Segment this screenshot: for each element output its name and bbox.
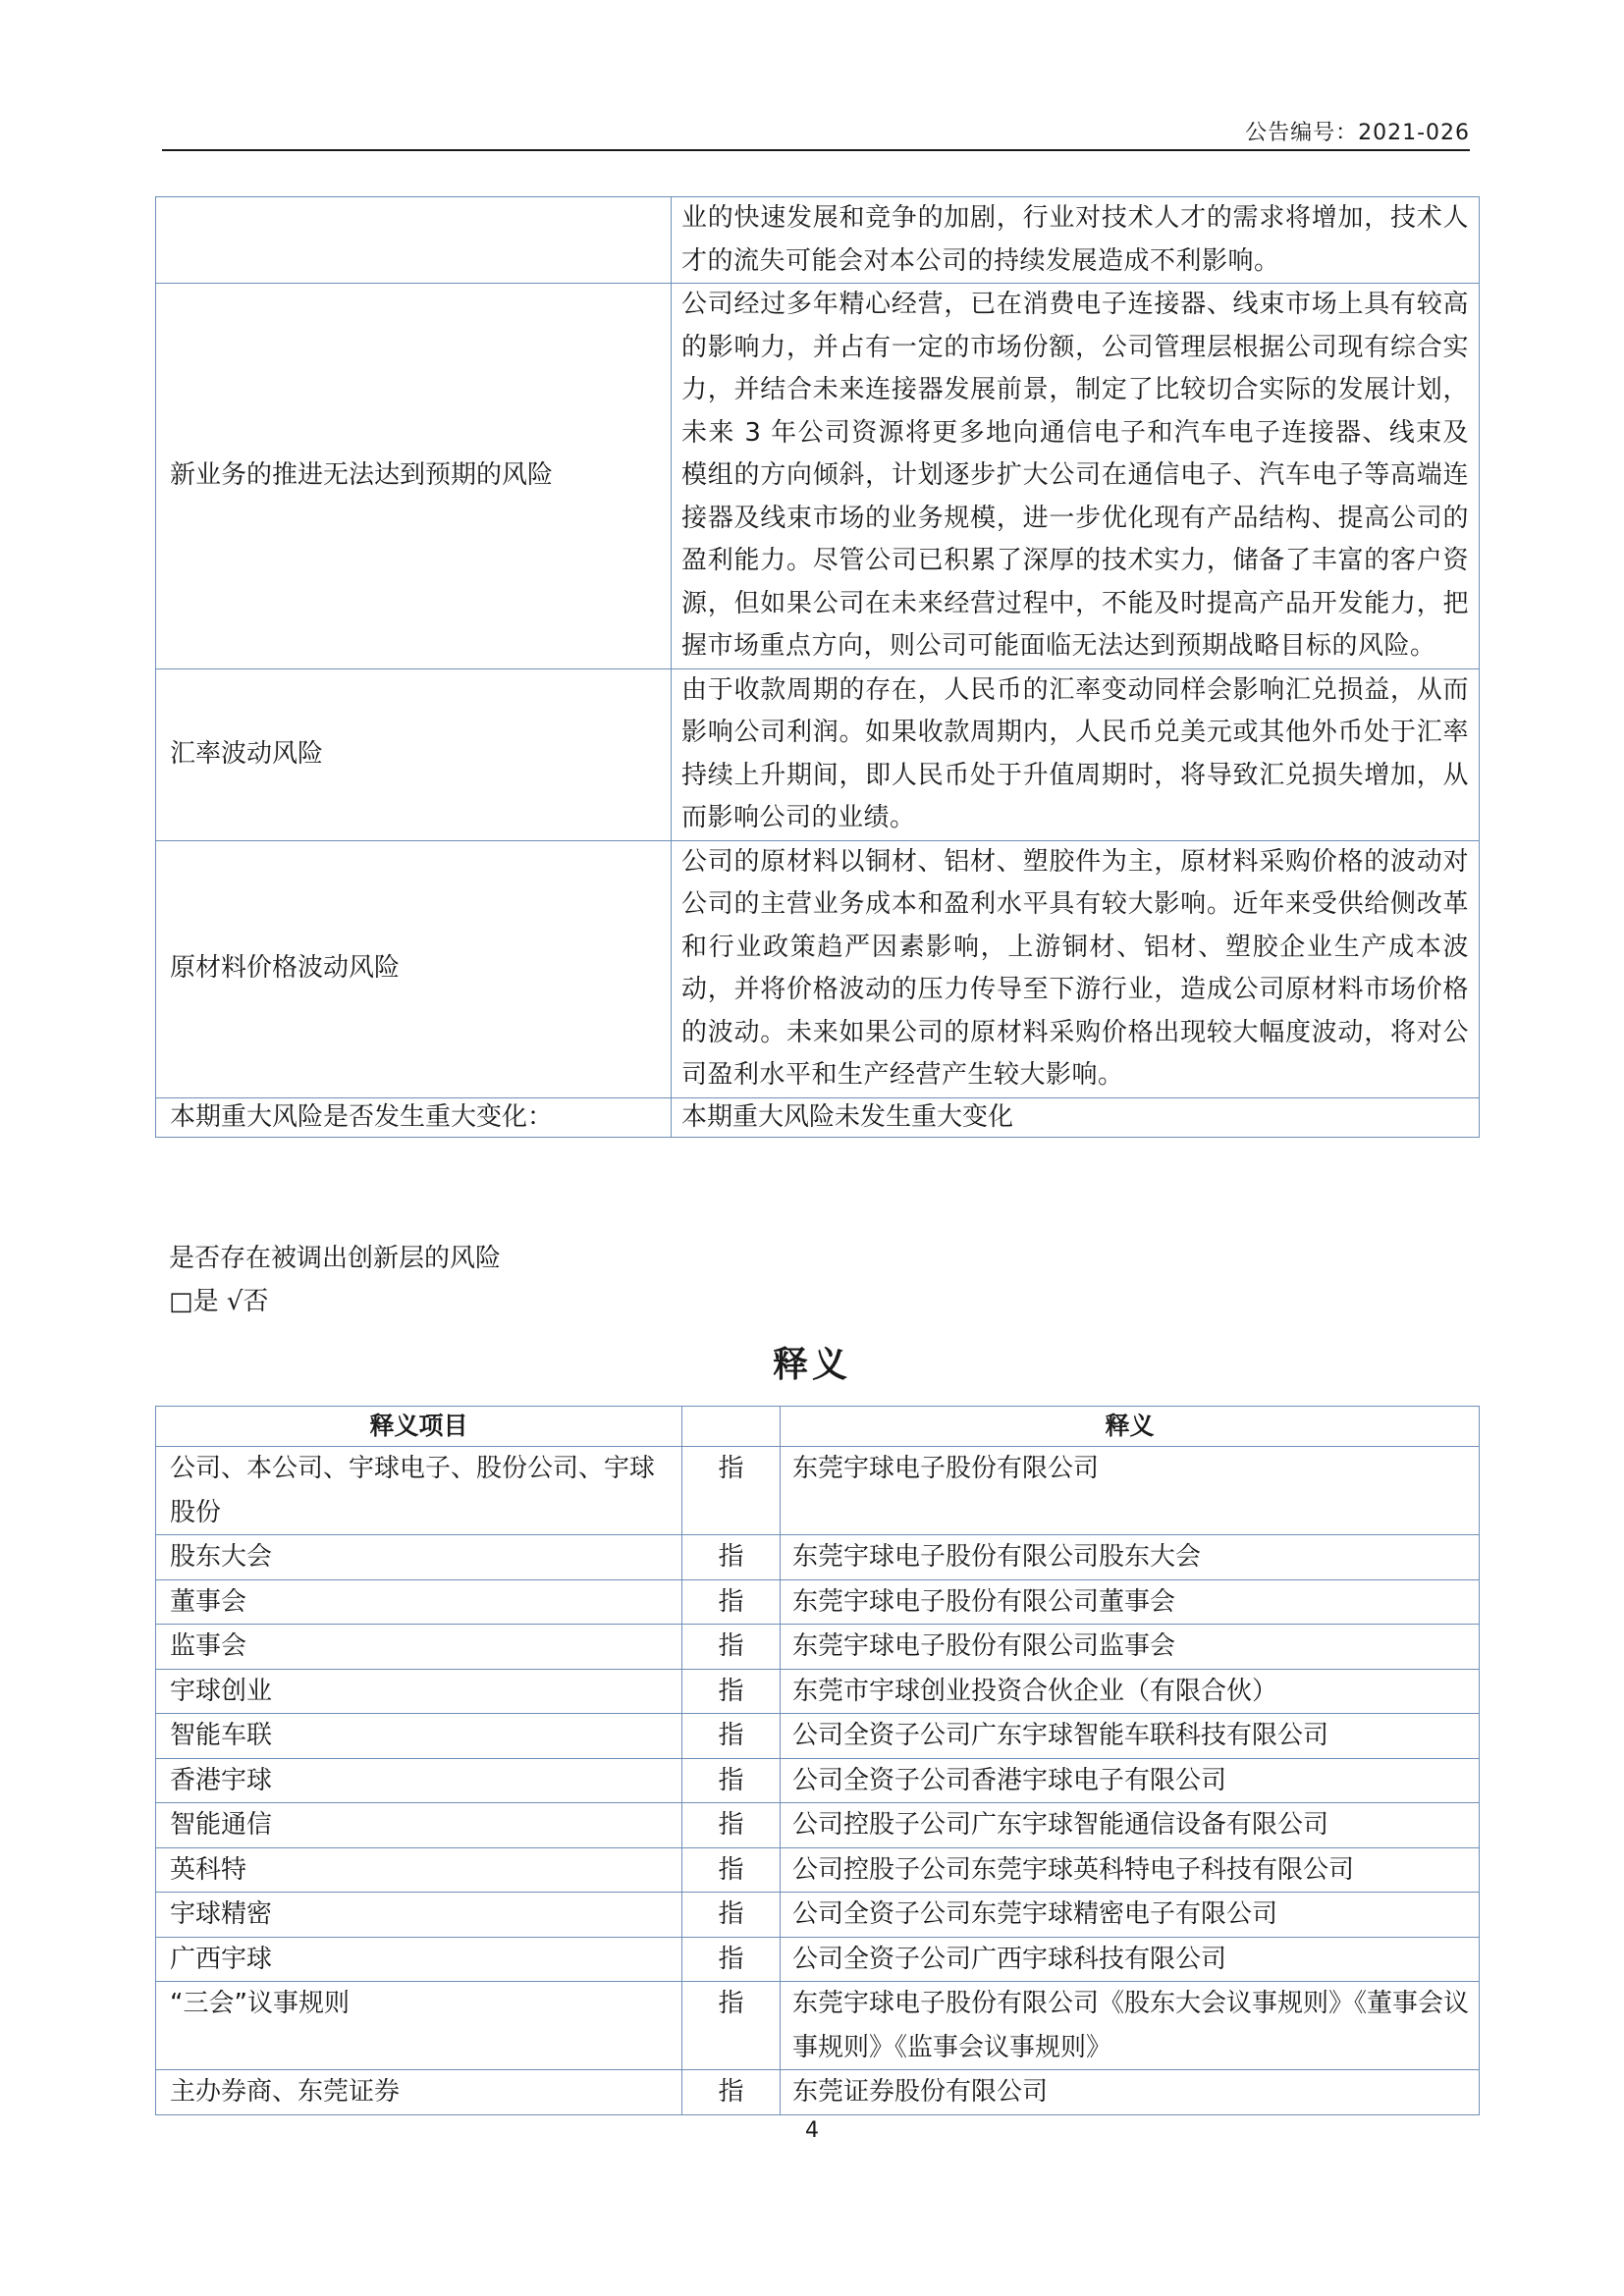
header-item: 释义项目: [156, 1407, 682, 1447]
definition-term: 宇球创业: [156, 1669, 682, 1714]
definition-meaning: 公司全资子公司广西宇球科技有限公司: [781, 1937, 1480, 1982]
definition-row: [156, 1758, 1480, 1803]
definition-meaning: 东莞宇球电子股份有限公司股东大会: [781, 1535, 1480, 1580]
definition-ref: 指: [682, 1669, 781, 1714]
definition-row: [156, 2070, 1480, 2115]
definition-meaning: 公司控股子公司广东宇球智能通信设备有限公司: [781, 1803, 1480, 1848]
definitions-body: [156, 1447, 1480, 2115]
risk-name: 新业务的推进无法达到预期的风险: [156, 284, 672, 669]
definition-ref: 指: [682, 1447, 781, 1535]
definition-term: 董事会: [156, 1579, 682, 1625]
risk-change-value: 本期重大风险未发生重大变化: [672, 1097, 1480, 1137]
definition-row: [156, 1714, 1480, 1759]
risk-desc: 公司经过多年精心经营，已在消费电子连接器、线束市场上具有较高的影响力，并占有一定的市场份额，公司管理层根据公司现有综合实力，并结合未来连接器发展前景，制定了比较切合实际的发展计划，未来 3 年公司资源将更多地向通信电子和汽车电子连接器、线束及模组的方向倾斜，计划逐步扩大公司在通信电子、汽车电子等高端连接器及线束市场的业务规模，进一步优化现有产品结构、提高公司的盈利能力。尽管公司已积累了深厚的技术实力，储备了丰富的客户资源，但如果公司在未来经营过程中，不能及时提高产品开发能力，把握市场重点方向，则公司可能面临无法达到预期战略目标的风险。: [672, 284, 1480, 669]
exit-risk-question: 是否存在被调出创新层的风险: [169, 1244, 502, 1273]
definition-ref: 指: [682, 2070, 781, 2115]
risk-change-label: 本期重大风险是否发生重大变化：: [156, 1097, 672, 1137]
definition-term: 智能车联: [156, 1714, 682, 1759]
definition-row: [156, 1982, 1480, 2070]
definition-ref: 指: [682, 1714, 781, 1759]
header-rule: [162, 149, 1470, 151]
definition-term: 广西宇球: [156, 1937, 682, 1982]
definition-meaning: 东莞宇球电子股份有限公司: [781, 1447, 1480, 1535]
definition-ref: 指: [682, 1937, 781, 1982]
definition-term: “三会”议事规则: [156, 1982, 682, 2070]
risk-table: [155, 196, 1480, 1138]
risk-desc: 公司的原材料以铜材、铝材、塑胶件为主，原材料采购价格的波动对公司的主营业务成本和盈利水平具有较大影响。近年来受供给侧改革和行业政策趋严因素影响，上游铜材、铝材、塑胶企业生产成本波动，并将价格波动的压力传导至下游行业，造成公司原材料市场价格的波动。未来如果公司的原材料采购价格出现较大幅度波动，将对公司盈利水平和生产经营产生较大影响。: [672, 840, 1480, 1097]
definition-term: 公司、本公司、宇球电子、股份公司、宇球股份: [156, 1447, 682, 1535]
risk-row: [156, 197, 1480, 284]
risk-name: 汇率波动风险: [156, 668, 672, 840]
definition-row: [156, 1893, 1480, 1938]
definitions-table: [155, 1406, 1480, 2115]
definition-ref: 指: [682, 1982, 781, 2070]
definition-meaning: 公司全资子公司广东宇球智能车联科技有限公司: [781, 1714, 1480, 1759]
definitions-title: 释义: [772, 1345, 851, 1385]
definition-row: [156, 1847, 1480, 1893]
page-number: 4: [805, 2118, 819, 2143]
definitions-header-row: [156, 1407, 1480, 1447]
definition-meaning: 公司全资子公司香港宇球电子有限公司: [781, 1758, 1480, 1803]
risk-desc: 由于收款周期的存在，人民币的汇率变动同样会影响汇兑损益，从而影响公司利润。如果收款周期内，人民币兑美元或其他外币处于汇率持续上升期间，即人民币处于升值周期时，将导致汇兑损失增加，从而影响公司的业绩。: [672, 668, 1480, 840]
definition-ref: 指: [682, 1579, 781, 1625]
definition-ref: 指: [682, 1847, 781, 1893]
risk-row: [156, 840, 1480, 1097]
definition-term: 智能通信: [156, 1803, 682, 1848]
definition-ref: 指: [682, 1625, 781, 1670]
doc-number: 公告编号：2021-026: [1245, 121, 1470, 145]
risk-name: [156, 197, 672, 284]
definition-meaning: 公司控股子公司东莞宇球英科特电子科技有限公司: [781, 1847, 1480, 1893]
definition-ref: 指: [682, 1803, 781, 1848]
definition-term: 宇球精密: [156, 1893, 682, 1938]
definition-term: 英科特: [156, 1847, 682, 1893]
definition-meaning: 东莞宇球电子股份有限公司监事会: [781, 1625, 1480, 1670]
definition-ref: 指: [682, 1758, 781, 1803]
definition-row: [156, 1669, 1480, 1714]
definition-row: [156, 1579, 1480, 1625]
risk-change-row: [156, 1097, 1480, 1137]
risk-row: [156, 668, 1480, 840]
definition-meaning: 东莞宇球电子股份有限公司《股东大会议事规则》《董事会议事规则》《监事会议事规则》: [781, 1982, 1480, 2070]
definition-meaning: 东莞市宇球创业投资合伙企业（有限合伙）: [781, 1669, 1480, 1714]
definition-term: 股东大会: [156, 1535, 682, 1580]
definition-row: [156, 1803, 1480, 1848]
definition-meaning: 公司全资子公司东莞宇球精密电子有限公司: [781, 1893, 1480, 1938]
header-blank: [682, 1407, 781, 1447]
definition-row: [156, 1447, 1480, 1535]
definition-ref: 指: [682, 1535, 781, 1580]
exit-risk-answer: □是 √否: [169, 1287, 269, 1316]
definition-row: [156, 1937, 1480, 1982]
definition-term: 监事会: [156, 1625, 682, 1670]
risk-name: 原材料价格波动风险: [156, 840, 672, 1097]
definition-meaning: 东莞宇球电子股份有限公司董事会: [781, 1579, 1480, 1625]
header-meaning: 释义: [781, 1407, 1480, 1447]
definition-ref: 指: [682, 1893, 781, 1938]
definition-meaning: 东莞证券股份有限公司: [781, 2070, 1480, 2115]
risk-row: [156, 284, 1480, 669]
definition-term: 香港宇球: [156, 1758, 682, 1803]
definition-row: [156, 1535, 1480, 1580]
definition-term: 主办券商、东莞证券: [156, 2070, 682, 2115]
risk-desc: 业的快速发展和竞争的加剧，行业对技术人才的需求将增加，技术人才的流失可能会对本公司的持续发展造成不利影响。: [672, 197, 1480, 284]
definition-row: [156, 1625, 1480, 1670]
